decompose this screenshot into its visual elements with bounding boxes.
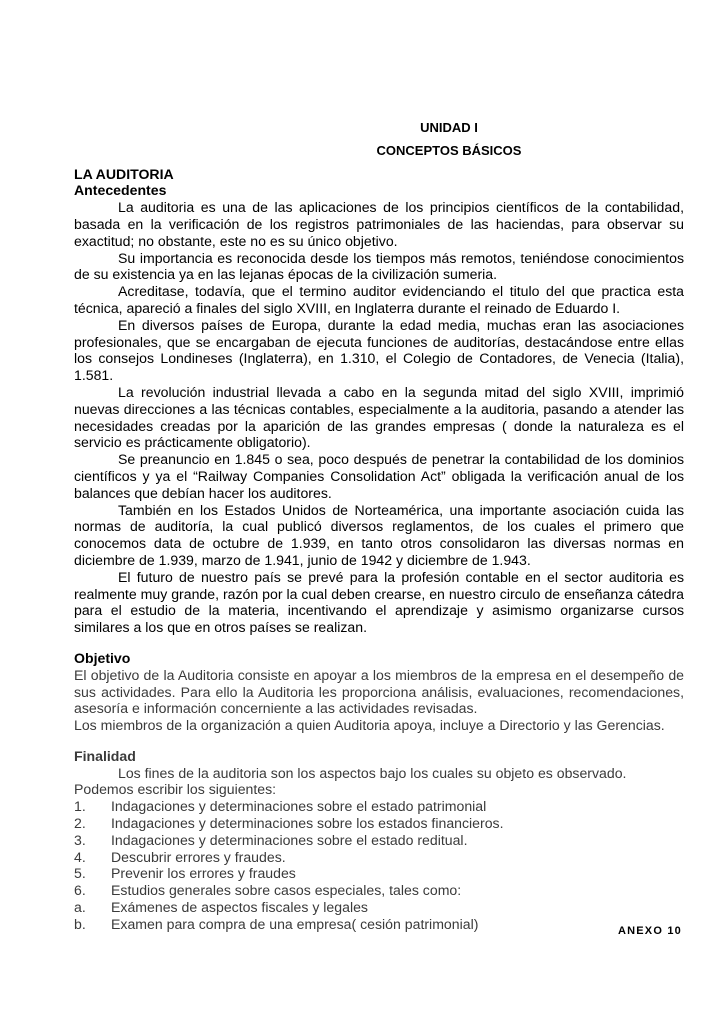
list-number: 3. bbox=[74, 831, 86, 848]
objetivo-heading: Objetivo bbox=[74, 649, 131, 666]
finalidad-heading: Finalidad bbox=[74, 747, 136, 764]
list-text: Indagaciones y determinaciones sobre los estados financieros. bbox=[111, 815, 504, 832]
document-page bbox=[74, 120, 684, 933]
paragraph: Se preanuncio en 1.845 o sea, poco después de penetrar la contabilidad de los dominios científicos y ya el “Railway Companies Consolidation Act” obligada la verificación anual de los balances que debían hacer los auditores. bbox=[74, 451, 684, 501]
list-number: 5. bbox=[74, 865, 86, 882]
objetivo-paragraph: El objetivo de la Auditoria consiste en apoyar a los miembros de la empresa en el desempeño de sus actividades. Para ello la Auditoria les proporciona análisis, evaluaciones, recomendaciones, asesoría e información concerniente a las actividades revisadas. bbox=[74, 666, 684, 717]
paragraph: Su importancia es reconocida desde los tiempos más remotos, teniéndose conocimientos de su existencia ya en las lejanas épocas de la civilización sumeria. bbox=[74, 249, 684, 283]
paragraph: La revolución industrial llevada a cabo en la segunda mitad del siglo XVIII, imprimió nuevas direcciones a las técnicas contables, especialmente a la auditoria, pasando a atender las necesidades creadas por la aparición de las grandes empresas ( donde la naturaleza es el servicio es prácticamente obligatorio). bbox=[74, 383, 684, 451]
list-number: 4. bbox=[74, 848, 86, 865]
list-item bbox=[74, 882, 684, 899]
list-number: 2. bbox=[74, 815, 86, 832]
list-text: Descubrir errores y fraudes. bbox=[111, 848, 286, 865]
paragraph: La auditoria es una de las aplicaciones de los principios científicos de la contabilidad, basada en la verificación de los registros patrimoniales de las haciendas, para observar su exactitud; no obstante, este no es su único objetivo. bbox=[74, 199, 684, 249]
main-heading: LA AUDITORIA bbox=[74, 165, 174, 182]
finalidad-intro: Los fines de la auditoria son los aspectos bajo los cuales su objeto es observado. bbox=[118, 764, 627, 781]
list-number: 1. bbox=[74, 798, 86, 815]
list-item bbox=[74, 899, 684, 916]
list-text: Prevenir los errores y fraudes bbox=[111, 865, 296, 882]
footer-annex-label: ANEXO 10 bbox=[617, 925, 682, 937]
list-text: Indagaciones y determinaciones sobre el estado patrimonial bbox=[111, 798, 487, 815]
list-item bbox=[74, 832, 684, 849]
list-item bbox=[74, 849, 684, 866]
antecedentes-heading: Antecedentes bbox=[74, 182, 167, 199]
unit-title: UNIDAD I bbox=[420, 120, 478, 135]
section-title: CONCEPTOS BÁSICOS bbox=[376, 142, 522, 158]
paragraph: También en los Estados Unidos de Norteamérica, una importante asociación cuida las normas de auditoría, la cual publicó diversos reglamentos, de los cuales el primero que conocemos data de octubre de 1.939, en tanto otros consolidaron las diversas normas en diciembre de 1.939, marzo de 1.941, junio de 1942 y diciembre de 1.943. bbox=[74, 501, 684, 568]
list-item bbox=[74, 916, 684, 933]
list-number: b. bbox=[74, 915, 86, 932]
paragraph: Acreditase, todavía, que el termino auditor evidenciando el titulo del que practica esta técnica, apareció a finales del siglo XVIII, en Inglaterra durante el reinado de Eduardo I. bbox=[74, 283, 684, 316]
list-text: Indagaciones y determinaciones sobre el estado reditual. bbox=[111, 831, 468, 848]
finalidad-list bbox=[74, 798, 684, 932]
list-number: a. bbox=[74, 899, 86, 916]
list-item bbox=[74, 798, 684, 815]
finalidad-lead: Podemos escribir los siguientes: bbox=[74, 781, 277, 798]
list-text: Exámenes de aspectos fiscales y legales bbox=[111, 899, 368, 916]
list-text: Examen para compra de una empresa( cesión patrimonial) bbox=[111, 915, 479, 932]
paragraph: El futuro de nuestro país se prevé para la profesión contable en el sector auditoria es realmente muy grande, razón por la cual deben crearse, en nuestro circulo de enseñanza cátedra para el estudio de la materia, incentivando el aprendizaje y asimismo organizarse cursos similares a los que en otros países se realizan. bbox=[74, 568, 684, 636]
list-number: 6. bbox=[74, 882, 86, 899]
list-item bbox=[74, 815, 684, 832]
list-text: Estudios generales sobre casos especiales, tales como: bbox=[111, 882, 462, 899]
paragraph: En diversos países de Europa, durante la edad media, muchas eran las asociaciones profesionales, que se encargaban de ejecuta funciones de auditorías, destacándose entre ellas los consejos Londineses (Inglaterra), en 1.310, el Colegio de Contadores, de Venecia (Italia), 1.581. bbox=[74, 316, 684, 384]
list-item bbox=[74, 865, 684, 882]
objetivo-paragraph: Los miembros de la organización a quien Auditoria apoya, incluye a Directorio y las Gerencias. bbox=[74, 717, 665, 734]
